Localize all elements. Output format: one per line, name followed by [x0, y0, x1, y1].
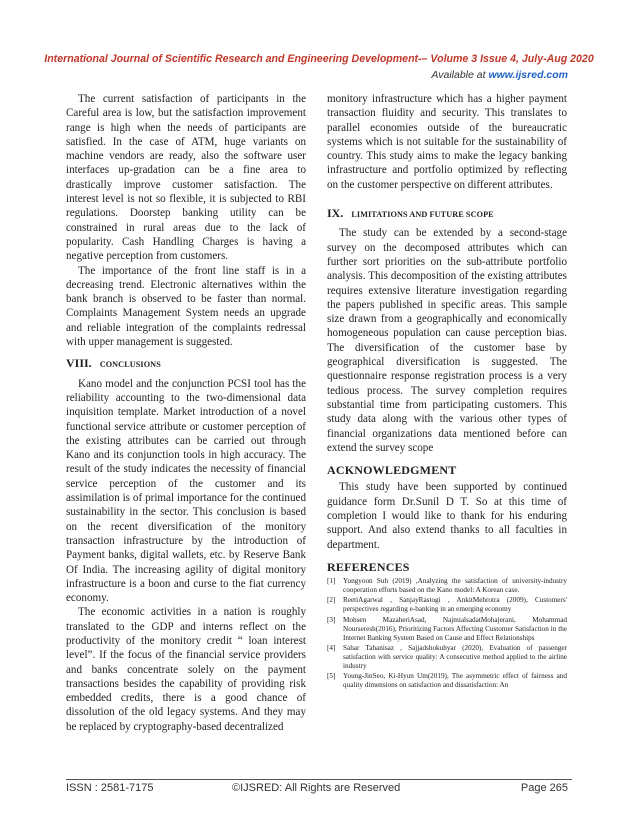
footer-issn: ISSN : 2581-7175: [66, 782, 154, 794]
reference-text: Yongyoon Suh (2019) ,Analyzing the satisfaction of university-industry cooperation efforts based on the Kano model: A Korean case.: [343, 577, 567, 595]
footer-copyright: ©IJSRED: All Rights are Reserved: [232, 782, 401, 794]
reference-item: [327, 616, 567, 643]
section-heading-limitations: [327, 206, 567, 222]
acknowledgment-heading: ACKNOWLEDGMENT: [327, 463, 457, 478]
reference-number: [2]: [327, 596, 336, 605]
reference-item: [327, 596, 567, 614]
section-number: IX.: [327, 206, 344, 221]
reference-number: [1]: [327, 577, 336, 586]
reference-number: [3]: [327, 615, 336, 624]
acknowledgment-paragraph: This study have been supported by continued guidance form Dr.Sunil D T. So at this time of completion I would like to thank for his enduring support. And also extend thanks to all faculties in department.: [327, 481, 567, 551]
body-paragraph: monitory infrastructure which has a higher payment transaction fluidity and security. This translates to parallel economies outside of the bureaucratic systems which is not suitable for the sustainability of country. This study aims to make the legacy banking infrastructure and portfolio optimized by reflecting on the customer perspective on different attributes.: [327, 93, 567, 191]
section-title: CONCLUSIONS: [99, 360, 161, 370]
journal-url-link[interactable]: www.ijsred.com: [488, 69, 568, 81]
body-paragraph: The importance of the front line staff is in a decreasing trend. Electronic alternatives within the bank branch is observed to be faster than normal. Complaints Management System needs an upgrade and reliable integration of the complaints redressal with upper management is suggested.: [66, 264, 306, 349]
reference-text: Sahar Tahanisaz , Sajjadshokuhyar (2020), Evaluation of passenger satisfaction with service quality: A consecutive method applied to the airline industry: [343, 643, 567, 671]
journal-header: International Journal of Scientific Research and Engineering Development-– Volume 3 Issue 4, July-Aug 2020: [44, 53, 594, 65]
left-column: [66, 92, 306, 734]
body-paragraph: The current satisfaction of participants in the Careful area is low, but the satisfaction improvement range is high when the needs of participants are satisfied. In the case of ATM, huge variants on machine vendors are ready, also the software user interfaces up-gradation can be a fine area to drastically improve customer satisfaction. The interest level is not so flexible, it is subjected to RBI regulations. Doorstep banking utility can be constrained in rural areas due to the lack of popularity. Cash Handling Charges is having a negative perception from customers.: [66, 93, 306, 263]
availability-line: [0, 69, 568, 81]
references-heading: REFERENCES: [327, 559, 410, 574]
right-column: [327, 92, 567, 691]
section-number: VIII.: [66, 356, 92, 371]
reference-item: [327, 644, 567, 671]
footer-page-number: Page 265: [520, 782, 568, 794]
section-heading-conclusions: [66, 356, 306, 372]
references-list: [327, 577, 567, 690]
available-prefix: Available at: [431, 69, 489, 81]
reference-text: Mohsen MazaheriAsad, NajmialsadatMohajerani, Mohammad Nourseresh(2016), Prioritizing Factors Affecting Customer Satisfaction in the Internet Banking System Based on Cause and Effect Relationships: [343, 615, 567, 642]
body-paragraph: The study can be extended by a second-stage survey on the decomposed attributes which can further sort priorities on the sub-attribute portfolio analysis. This decomposition of the existing attributes requires extensive literature investigation regarding the papers published in specific areas. This sample size drawn from a geographically and economically homogeneous population can cause perception bias. The diversification of the customer base by geographical diversification is suggested. The questionnaire response registration process is a very tedious process. The survey completion requires substantial time from participating customers. This study data along with the various other types of financial organizations data mentioned before can extend the survey scope: [327, 227, 567, 454]
body-paragraph: The economic activities in a nation is roughly translated to the GDP and interns reflect on the productivity of the monitory credit “ loan interest level”. If the focus of the financial service providers and banks concentrate solely on the payment transactions besides the capability of providing risk embedded credits, there is a good chance of dissolution of the old legacy systems. And they may be replaced by cryptography-based decentralized: [66, 606, 306, 733]
section-title: LIMITATIONS AND FUTURE SCOPE: [351, 210, 494, 220]
reference-item: [327, 577, 567, 595]
reference-text: ReetiAgarwal , SanjayRastogi , AnkitMehrotra (2009), Customers' perspectives regarding e-banking in an emerging economy: [343, 596, 567, 614]
reference-number: [4]: [327, 643, 336, 652]
reference-number: [5]: [327, 672, 336, 681]
body-paragraph: Kano model and the conjunction PCSI tool has the reliability accounting to the two-dimensional data inquisition template. Market introduction of a novel functional service attribute or customer perception of the existing attributes can be carried out through Kano and its conjunction tools in high accuracy. The result of the study indicates the necessity of financial service perception of the customer and its assimilation is of primal importance for the continued sustainability in the sector. This conclusion is based on the recent diversification of the monitory transaction infrastructure by the introduction of Payment banks, digital wallets, etc. by Reserve Bank Of India. The increasing agility of digital monitory infrastructure is a boon and curse to the fiat currency economy.: [66, 377, 306, 605]
reference-text: Young-JinSeo, Ki-Hyun Um(2019), The asymmetric effect of fairness and quality dimensions on satisfaction and dissatisfaction: An: [343, 672, 567, 690]
reference-item: [327, 672, 567, 690]
footer-divider: [66, 779, 572, 780]
